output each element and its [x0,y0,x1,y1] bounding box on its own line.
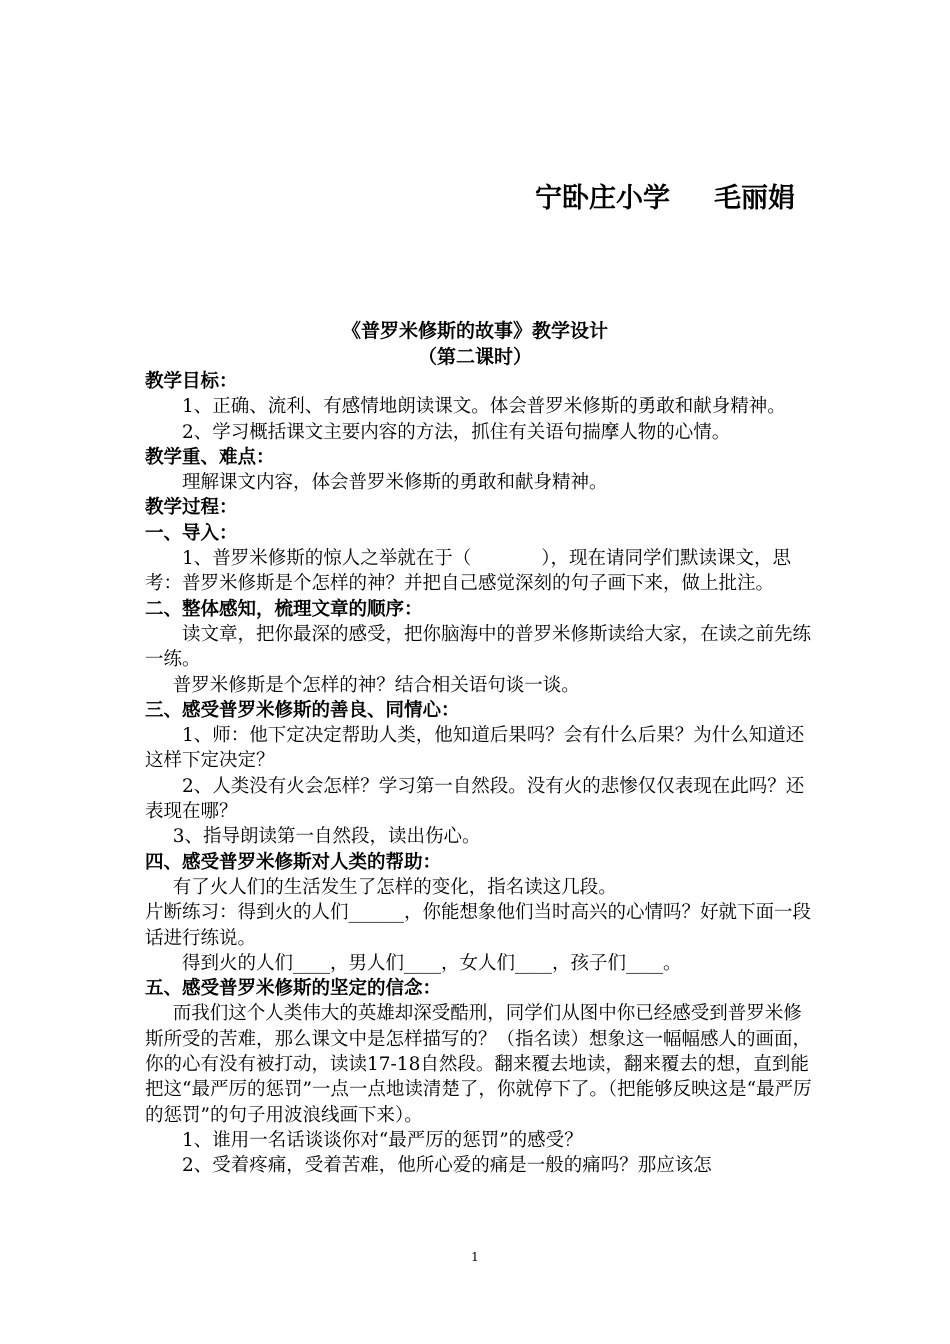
key-points-heading: 教学重、难点： [145,446,275,468]
goals-item-1: 1、正确、流利、有感情地朗读课文。体会普罗米修斯的勇敢和献身精神。 [182,396,786,418]
school-name: 宁卧庄小学 [535,183,670,214]
section5-item-1: 1、谁用一名话谈谈你对“最严厉的惩罚”的感受？ [182,1129,583,1151]
document-body [145,369,815,1179]
section3-item-2: 2、人类没有火会怎样？学习第一自然段。没有火的悲惨仅仅表现在此吗？还表现在哪？ [145,775,805,823]
goals-heading: 教学目标： [145,371,238,392]
section5-text-1: 而我们这个人类伟大的英雄却深受酷刑，同学们从图中你已经感受到普罗米修斯所受的苦难，那么课文中是怎样描写的？（指名读）想象这一幅幅感人的画面，你的心有没有被打动，读读17-18自然段。翻来覆去地读，翻来覆去的想，直到能把这“最严厉的惩罚”一点一点地读清楚了，你就停下了。（把能够反映这是“最严厉的惩罚”的句子用波浪线画下来）。 [145,1003,812,1126]
section3-heading: 三、感受普罗米修斯的善良、同情心： [145,699,460,721]
document-title [0,318,950,370]
title-main: 《普罗米修斯的故事》教学设计 [341,320,608,342]
page-number: 1 [471,1250,479,1264]
section2-text-1: 读文章，把你最深的感受，把你脑海中的普罗米修斯读给大家，在读之前先练一练。 [145,623,812,671]
goals-item-2: 2、学习概括课文主要内容的方法，抓住有关语句揣摩人物的心情。 [182,421,731,443]
section5-item-2: 2、受着疼痛，受着苦难，他所心爱的痛是一般的痛吗？那应该怎 [182,1155,712,1177]
section1-text [145,546,815,597]
section1-heading: 一、导入： [145,522,238,544]
section1-text-b: ），现在请同学们默读课文，思考：普罗米修斯是个怎样的神？并把自己感觉深刻的句子画下来，做上批注。 [145,548,792,595]
key-points-text: 理解课文内容，体会普罗米修斯的勇敢和献身精神。 [182,472,608,494]
section4-text-1: 有了火人们的生活发生了怎样的变化，指名读这几段。 [172,876,617,898]
section5-heading: 五、感受普罗米修斯的坚定的信念： [145,978,442,1000]
section4-text-3: 得到火的人们____，男人们____，女人们____，孩子们____。 [182,952,682,974]
author-line [535,176,795,215]
section3-item-1: 1、师：他下定决定帮助人类，他知道后果吗？会有什么后果？为什么知道还这样下定决定？ [145,725,805,772]
title-sub: （第二课时） [417,346,532,368]
section3-item-3: 3、指导朗读第一自然段，读出伤心。 [172,826,481,848]
section4-heading: 四、感受普罗米修斯对人类的帮助： [145,851,442,873]
section2-text-2: 普罗米修斯是个怎样的神？结合相关语句谈一谈。 [172,674,580,696]
section1-text-a: 1、普罗米修斯的惊人之举就在于（ [182,548,472,570]
teacher-name: 毛丽娟 [714,183,795,214]
section2-heading: 二、整体感知，梳理文章的顺序： [145,598,423,620]
section4-text-2: 片断练习：得到火的人们______，你能想象他们当时高兴的心情吗？好就下面一段话进行练说。 [145,902,812,949]
process-heading: 教学过程： [145,497,238,519]
